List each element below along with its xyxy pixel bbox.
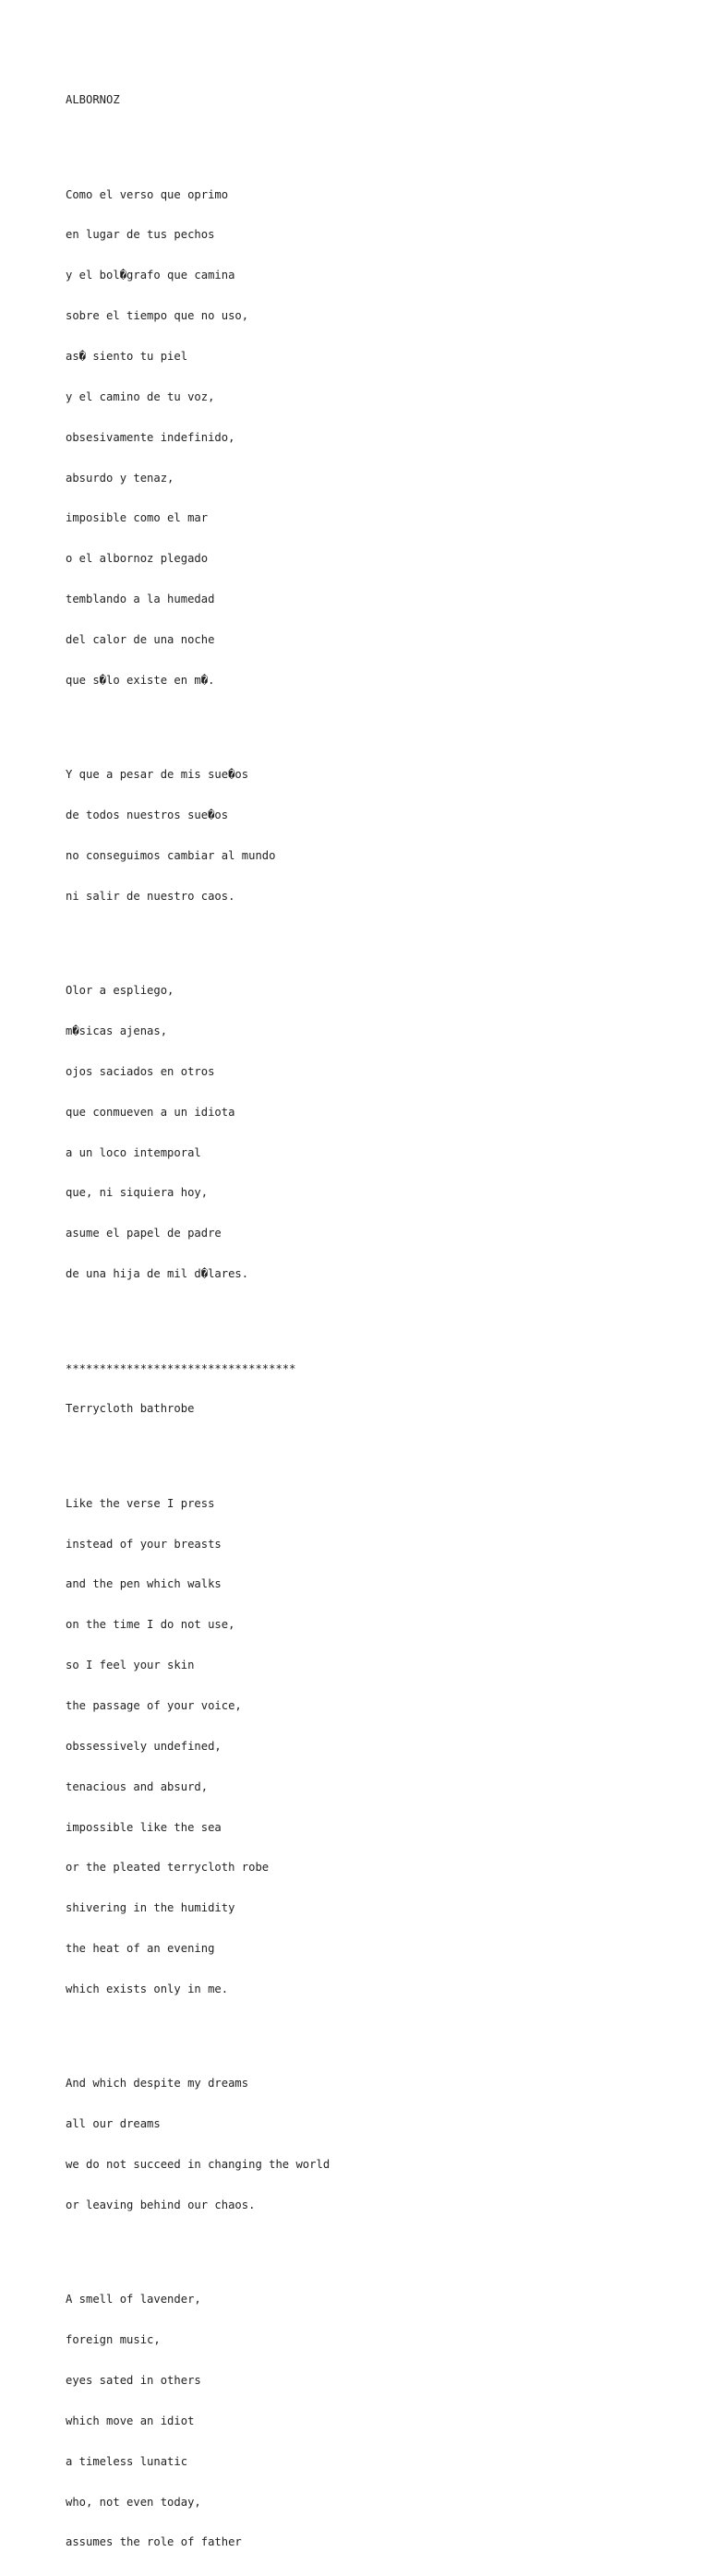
poem-line: que, ni siquiera hoy, — [66, 1186, 209, 1200]
poem-line: Olor a espliego, — [66, 984, 174, 998]
poem-line: y el camino de tu voz, — [66, 389, 215, 403]
poem-line: and the pen which walks — [66, 1577, 222, 1591]
poem-line: obsesivamente indefinido, — [66, 430, 235, 444]
poem-title-spanish: ALBORNOZ — [66, 93, 120, 107]
blank-line — [66, 2239, 330, 2253]
poem-line: de una hija de mil d�lares. — [66, 1267, 249, 1281]
poem-line: obssessively undefined, — [66, 1739, 222, 1753]
poem-line: Como el verso que oprimo — [66, 187, 229, 201]
poem-line: o el albornoz plegado — [66, 552, 209, 566]
poem-line: ni salir de nuestro caos. — [66, 889, 235, 903]
poem-line: A smell of lavender, — [66, 2293, 201, 2306]
poem-line: en lugar de tus pechos — [66, 228, 215, 242]
poem-line: so I feel your skin — [66, 1659, 195, 1672]
poem-line: de todos nuestros sue�os — [66, 809, 229, 822]
poem-line: tenacious and absurd, — [66, 1779, 209, 1793]
poem-line: who, not even today, — [66, 2495, 201, 2509]
poem-line: instead of your breasts — [66, 1537, 222, 1551]
poem-line: sobre el tiempo que no uso, — [66, 309, 249, 323]
poem-line: foreign music, — [66, 2333, 161, 2347]
poem-line: absurdo y tenaz, — [66, 471, 174, 485]
poem-line: assumes the role of father — [66, 2535, 242, 2549]
poem-line: or the pleated terrycloth robe — [66, 1861, 270, 1875]
blank-line — [66, 1308, 330, 1322]
poem-line: que conmueven a un idiota — [66, 1105, 235, 1119]
poem-line: temblando a la humedad — [66, 593, 215, 606]
poem-line: all our dreams — [66, 2117, 161, 2131]
blank-line — [66, 930, 330, 944]
poem-line: impossible like the sea — [66, 1820, 222, 1834]
blank-line — [66, 714, 330, 728]
poem-line: m�sicas ajenas, — [66, 1024, 168, 1038]
blank-line — [66, 2023, 330, 2037]
poem-line: Like the verse I press — [66, 1496, 215, 1510]
poem-line: as� siento tu piel — [66, 350, 188, 364]
blank-line — [66, 134, 330, 148]
poem-line: And which despite my dreams — [66, 2077, 249, 2091]
poem-line: which exists only in me. — [66, 1983, 229, 1996]
poem-line: del calor de una noche — [66, 633, 215, 647]
poem-line: y el bol�grafo que camina — [66, 269, 235, 282]
poem-line: ojos saciados en otros — [66, 1064, 215, 1078]
poem-line: eyes sated in others — [66, 2374, 201, 2388]
poem-title-english: Terrycloth bathrobe — [66, 1402, 195, 1416]
poem-line: we do not succeed in changing the world — [66, 2158, 330, 2172]
poem-line: a timeless lunatic — [66, 2454, 188, 2468]
poem-line: or leaving behind our chaos. — [66, 2198, 256, 2211]
poem-line: imposible como el mar — [66, 511, 209, 525]
separator-line: ********************************** — [66, 1361, 296, 1375]
poem-line: which move an idiot — [66, 2414, 195, 2427]
poem-line: no conseguimos cambiar al mundo — [66, 848, 276, 862]
poem-line: asume el papel de padre — [66, 1227, 222, 1240]
poem-line: que s�lo existe en m�. — [66, 673, 215, 687]
blank-line — [66, 1443, 330, 1456]
poem-line: Y que a pesar de mis sue�os — [66, 768, 249, 782]
poem-line: the passage of your voice, — [66, 1699, 242, 1713]
poem-line: a un loco intemporal — [66, 1145, 201, 1159]
poem-line: on the time I do not use, — [66, 1618, 235, 1632]
poem-line: the heat of an evening — [66, 1942, 215, 1956]
poem-text — [66, 66, 330, 2576]
poem-line: shivering in the humidity — [66, 1901, 235, 1915]
